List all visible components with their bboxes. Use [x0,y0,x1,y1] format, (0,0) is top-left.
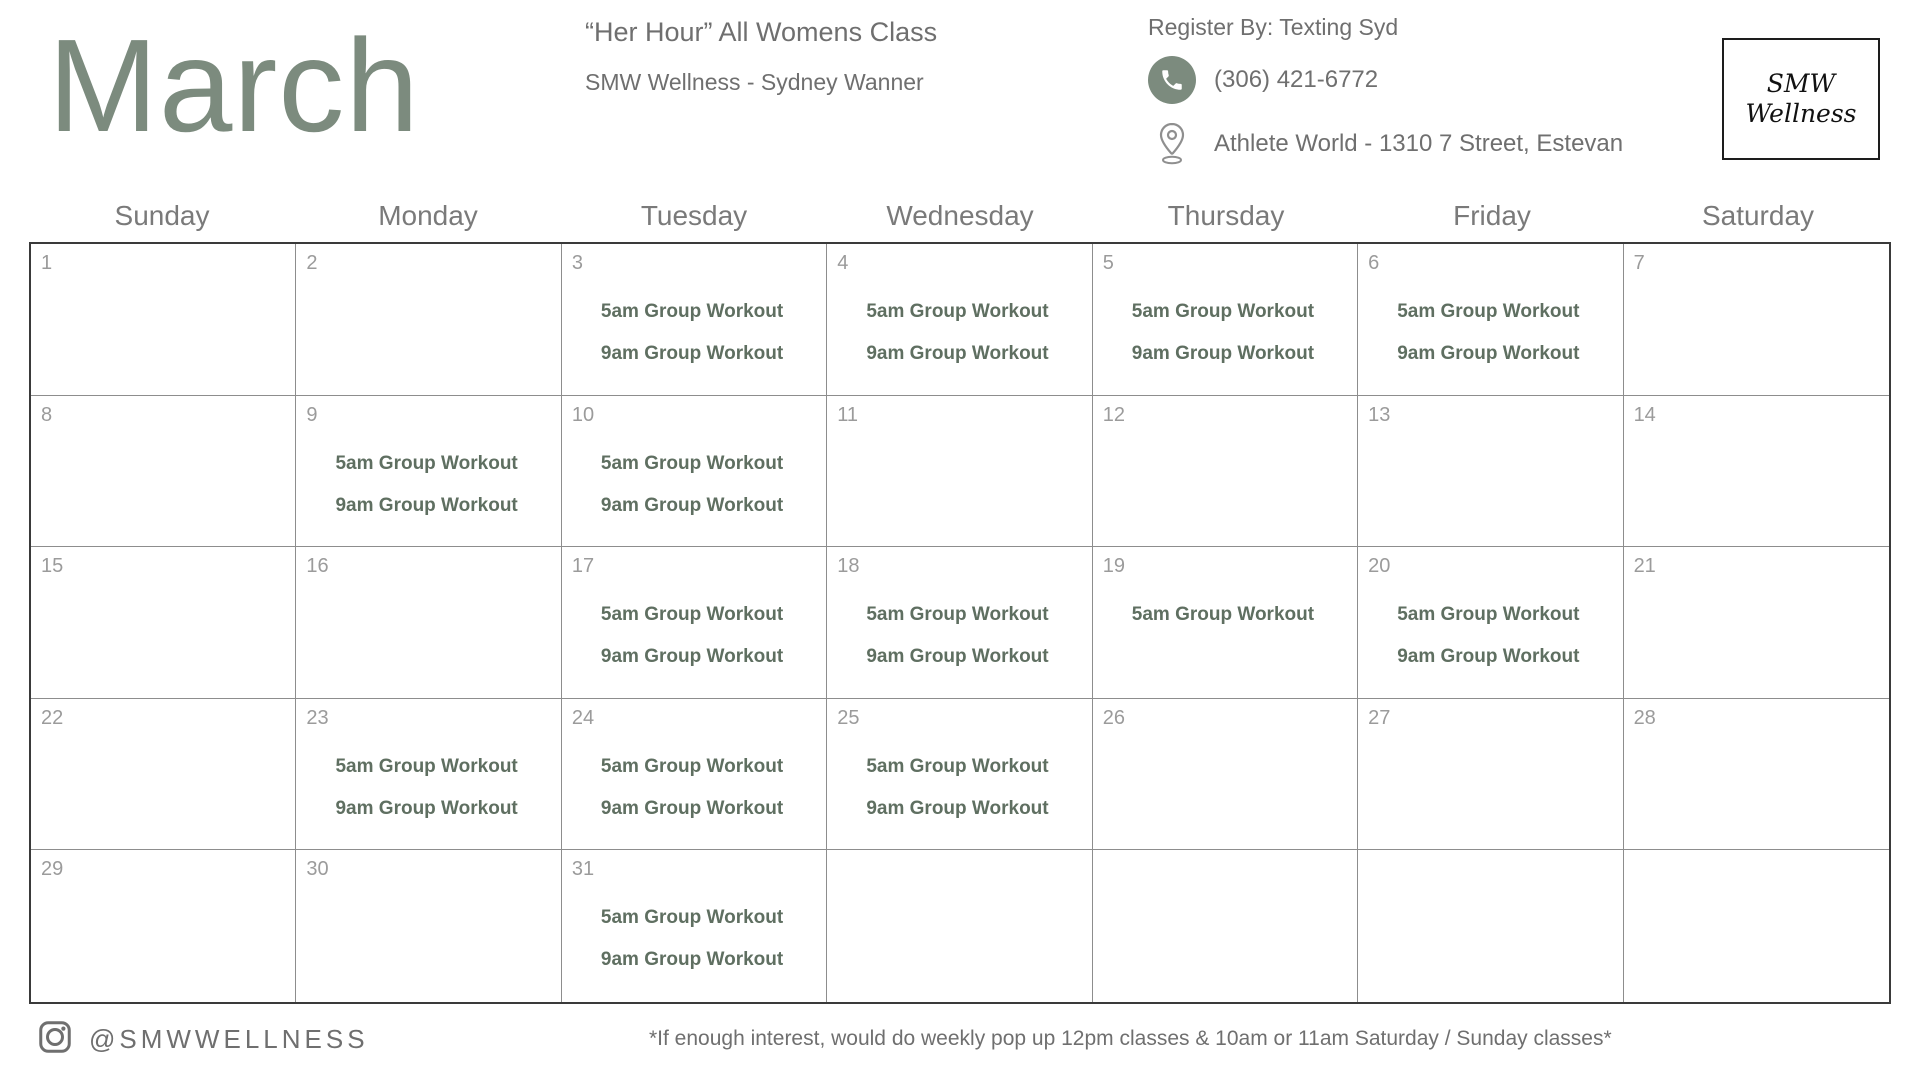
calendar-day-cell[interactable] [1358,396,1623,548]
day-number: 10 [571,403,595,426]
calendar-day-cell[interactable] [31,396,296,548]
calendar-day-cell[interactable] [1358,850,1623,1002]
instagram-block[interactable] [37,1019,369,1060]
event-item[interactable]: 9am Group Workout [600,949,784,971]
day-number: 7 [1633,252,1645,274]
day-events [306,452,546,518]
footer-note: *If enough interest, would do weekly pop up 12pm classes & 10am or 11am Saturday / Sunday classes* [649,1027,1612,1050]
event-item[interactable]: 5am Group Workout [866,755,1049,777]
calendar-day-cell[interactable] [827,850,1092,1002]
calendar-day-cell[interactable] [562,396,827,548]
event-item[interactable]: 5am Group Workout [1397,604,1580,626]
calendar-day-cell[interactable] [296,244,561,396]
calendar-day-cell[interactable] [296,850,561,1002]
day-events [837,300,1077,366]
calendar-day-cell[interactable] [296,396,561,548]
calendar-day-cell[interactable] [1093,244,1358,396]
day-number: 2 [306,252,318,274]
phone-icon [1148,56,1196,104]
day-number: 3 [571,252,583,274]
calendar-day-cell[interactable] [1093,547,1358,699]
day-events [572,755,812,821]
event-item[interactable]: 5am Group Workout [600,452,784,474]
event-item[interactable]: 5am Group Workout [1397,301,1580,322]
calendar-day-cell[interactable] [1624,699,1889,851]
phone-number: (306) 421-6772 [1214,66,1379,93]
calendar-day-cell[interactable] [1358,547,1623,699]
day-number: 11 [837,403,859,426]
event-item[interactable]: 5am Group Workout [600,907,784,929]
day-number: 29 [41,858,64,881]
day-number: 23 [306,706,329,729]
event-item[interactable]: 5am Group Workout [1131,301,1315,322]
calendar-day-cell[interactable] [562,850,827,1002]
day-number: 12 [1102,403,1125,426]
day-number: 4 [837,252,849,274]
event-item[interactable]: 9am Group Workout [866,343,1049,364]
event-item[interactable]: 9am Group Workout [600,646,784,668]
day-number: 19 [1102,555,1125,578]
event-item[interactable]: 9am Group Workout [1397,646,1580,668]
event-item[interactable]: 9am Group Workout [600,494,784,516]
day-number: 1 [41,252,53,274]
brand-logo-line1: SMW [1766,69,1836,98]
calendar-day-cell[interactable] [562,699,827,851]
event-item[interactable]: 5am Group Workout [1131,604,1315,626]
event-item[interactable]: 9am Group Workout [335,494,518,516]
event-item[interactable]: 9am Group Workout [600,343,784,364]
day-number: 15 [41,555,64,578]
calendar-day-cell[interactable] [1624,244,1889,396]
day-events [837,755,1077,821]
address-row [1148,118,1748,170]
day-number: 26 [1102,706,1125,729]
class-title: “Her Hour” All Womens Class [585,17,938,47]
contact-info-block [1148,12,1748,170]
event-item[interactable]: 9am Group Workout [866,646,1049,668]
month-title: March [48,12,420,159]
event-item[interactable]: 9am Group Workout [866,797,1049,819]
day-number: 30 [306,858,329,881]
event-item[interactable]: 5am Group Workout [600,301,784,322]
weekday-label: Wednesday [886,200,1034,231]
calendar-day-cell[interactable] [1358,699,1623,851]
event-item[interactable]: 5am Group Workout [335,755,518,777]
day-number: 6 [1368,252,1380,274]
weekday-label: Monday [378,200,478,231]
calendar-day-cell[interactable] [31,244,296,396]
calendar-day-cell[interactable] [562,244,827,396]
day-events [572,603,812,669]
day-events [306,755,546,821]
day-number: 13 [1368,403,1391,426]
calendar-day-cell[interactable] [827,396,1092,548]
day-number: 21 [1633,555,1656,578]
day-number: 25 [837,706,860,729]
day-number: 8 [41,403,53,426]
calendar-day-cell[interactable] [1624,396,1889,548]
day-number: 18 [837,555,860,578]
day-number: 27 [1368,706,1391,729]
page-footer [29,1004,1891,1074]
day-number: 31 [571,858,595,881]
day-number: 20 [1368,555,1391,578]
day-number: 16 [306,555,329,578]
calendar-day-cell[interactable] [1093,850,1358,1002]
day-number: 14 [1633,403,1656,426]
weekday-header-row [29,200,1891,242]
day-number: 17 [571,555,595,578]
page-header [0,0,1920,200]
weekday-label: Saturday [1701,200,1815,231]
day-events [572,906,812,972]
event-item[interactable]: 9am Group Workout [600,797,784,819]
event-item[interactable]: 5am Group Workout [600,755,784,777]
calendar-day-cell[interactable] [827,244,1092,396]
calendar-day-cell[interactable] [827,547,1092,699]
day-number: 24 [571,706,595,729]
calendar-day-cell[interactable] [296,547,561,699]
event-item[interactable]: 9am Group Workout [1397,343,1580,364]
weekday-label: Tuesday [640,200,748,231]
brand-logo-text [1746,69,1857,129]
calendar-day-cell[interactable] [1093,699,1358,851]
map-pin-icon [1148,118,1196,170]
calendar-day-cell[interactable] [827,699,1092,851]
calendar-day-cell[interactable] [1624,850,1889,1002]
day-number: 22 [41,706,64,729]
phone-row [1148,56,1748,104]
calendar-day-cell[interactable] [31,699,296,851]
event-item[interactable]: 5am Group Workout [600,604,784,626]
weekday-label: Thursday [1167,200,1285,231]
day-number: 5 [1102,252,1114,274]
calendar-day-cell[interactable] [1358,244,1623,396]
calendar-day-cell[interactable] [296,699,561,851]
day-events [1103,300,1343,366]
event-item[interactable]: 5am Group Workout [335,452,518,474]
calendar-day-cell[interactable] [1624,547,1889,699]
calendar-grid [29,242,1891,1004]
instagram-handle: @SMWWELLNESS [89,1023,369,1054]
class-info-block [585,14,1105,100]
address-text: Athlete World - 1310 7 Street, Estevan [1214,130,1624,157]
brand-logo-line2: Wellness [1745,99,1857,128]
brand-logo [1722,38,1880,160]
day-events [572,300,812,366]
calendar-day-cell[interactable] [31,547,296,699]
day-events [1103,603,1343,627]
event-item[interactable]: 9am Group Workout [1131,343,1315,364]
calendar-day-cell[interactable] [562,547,827,699]
event-item[interactable]: 5am Group Workout [866,301,1049,322]
calendar-day-cell[interactable] [31,850,296,1002]
weekday-label: Sunday [114,200,210,231]
day-number: 9 [306,403,318,426]
event-item[interactable]: 5am Group Workout [866,604,1049,626]
class-subtitle: SMW Wellness - Sydney Wanner [585,69,924,95]
calendar-day-cell[interactable] [1093,396,1358,548]
day-events [1368,300,1608,366]
day-events [572,452,812,518]
weekday-label: Friday [1453,200,1531,231]
register-by-text: Register By: Texting Syd [1148,14,1399,40]
day-events [1368,603,1608,669]
day-events [837,603,1077,669]
instagram-icon[interactable] [37,1019,73,1060]
event-item[interactable]: 9am Group Workout [335,797,518,819]
day-number: 28 [1633,706,1656,729]
